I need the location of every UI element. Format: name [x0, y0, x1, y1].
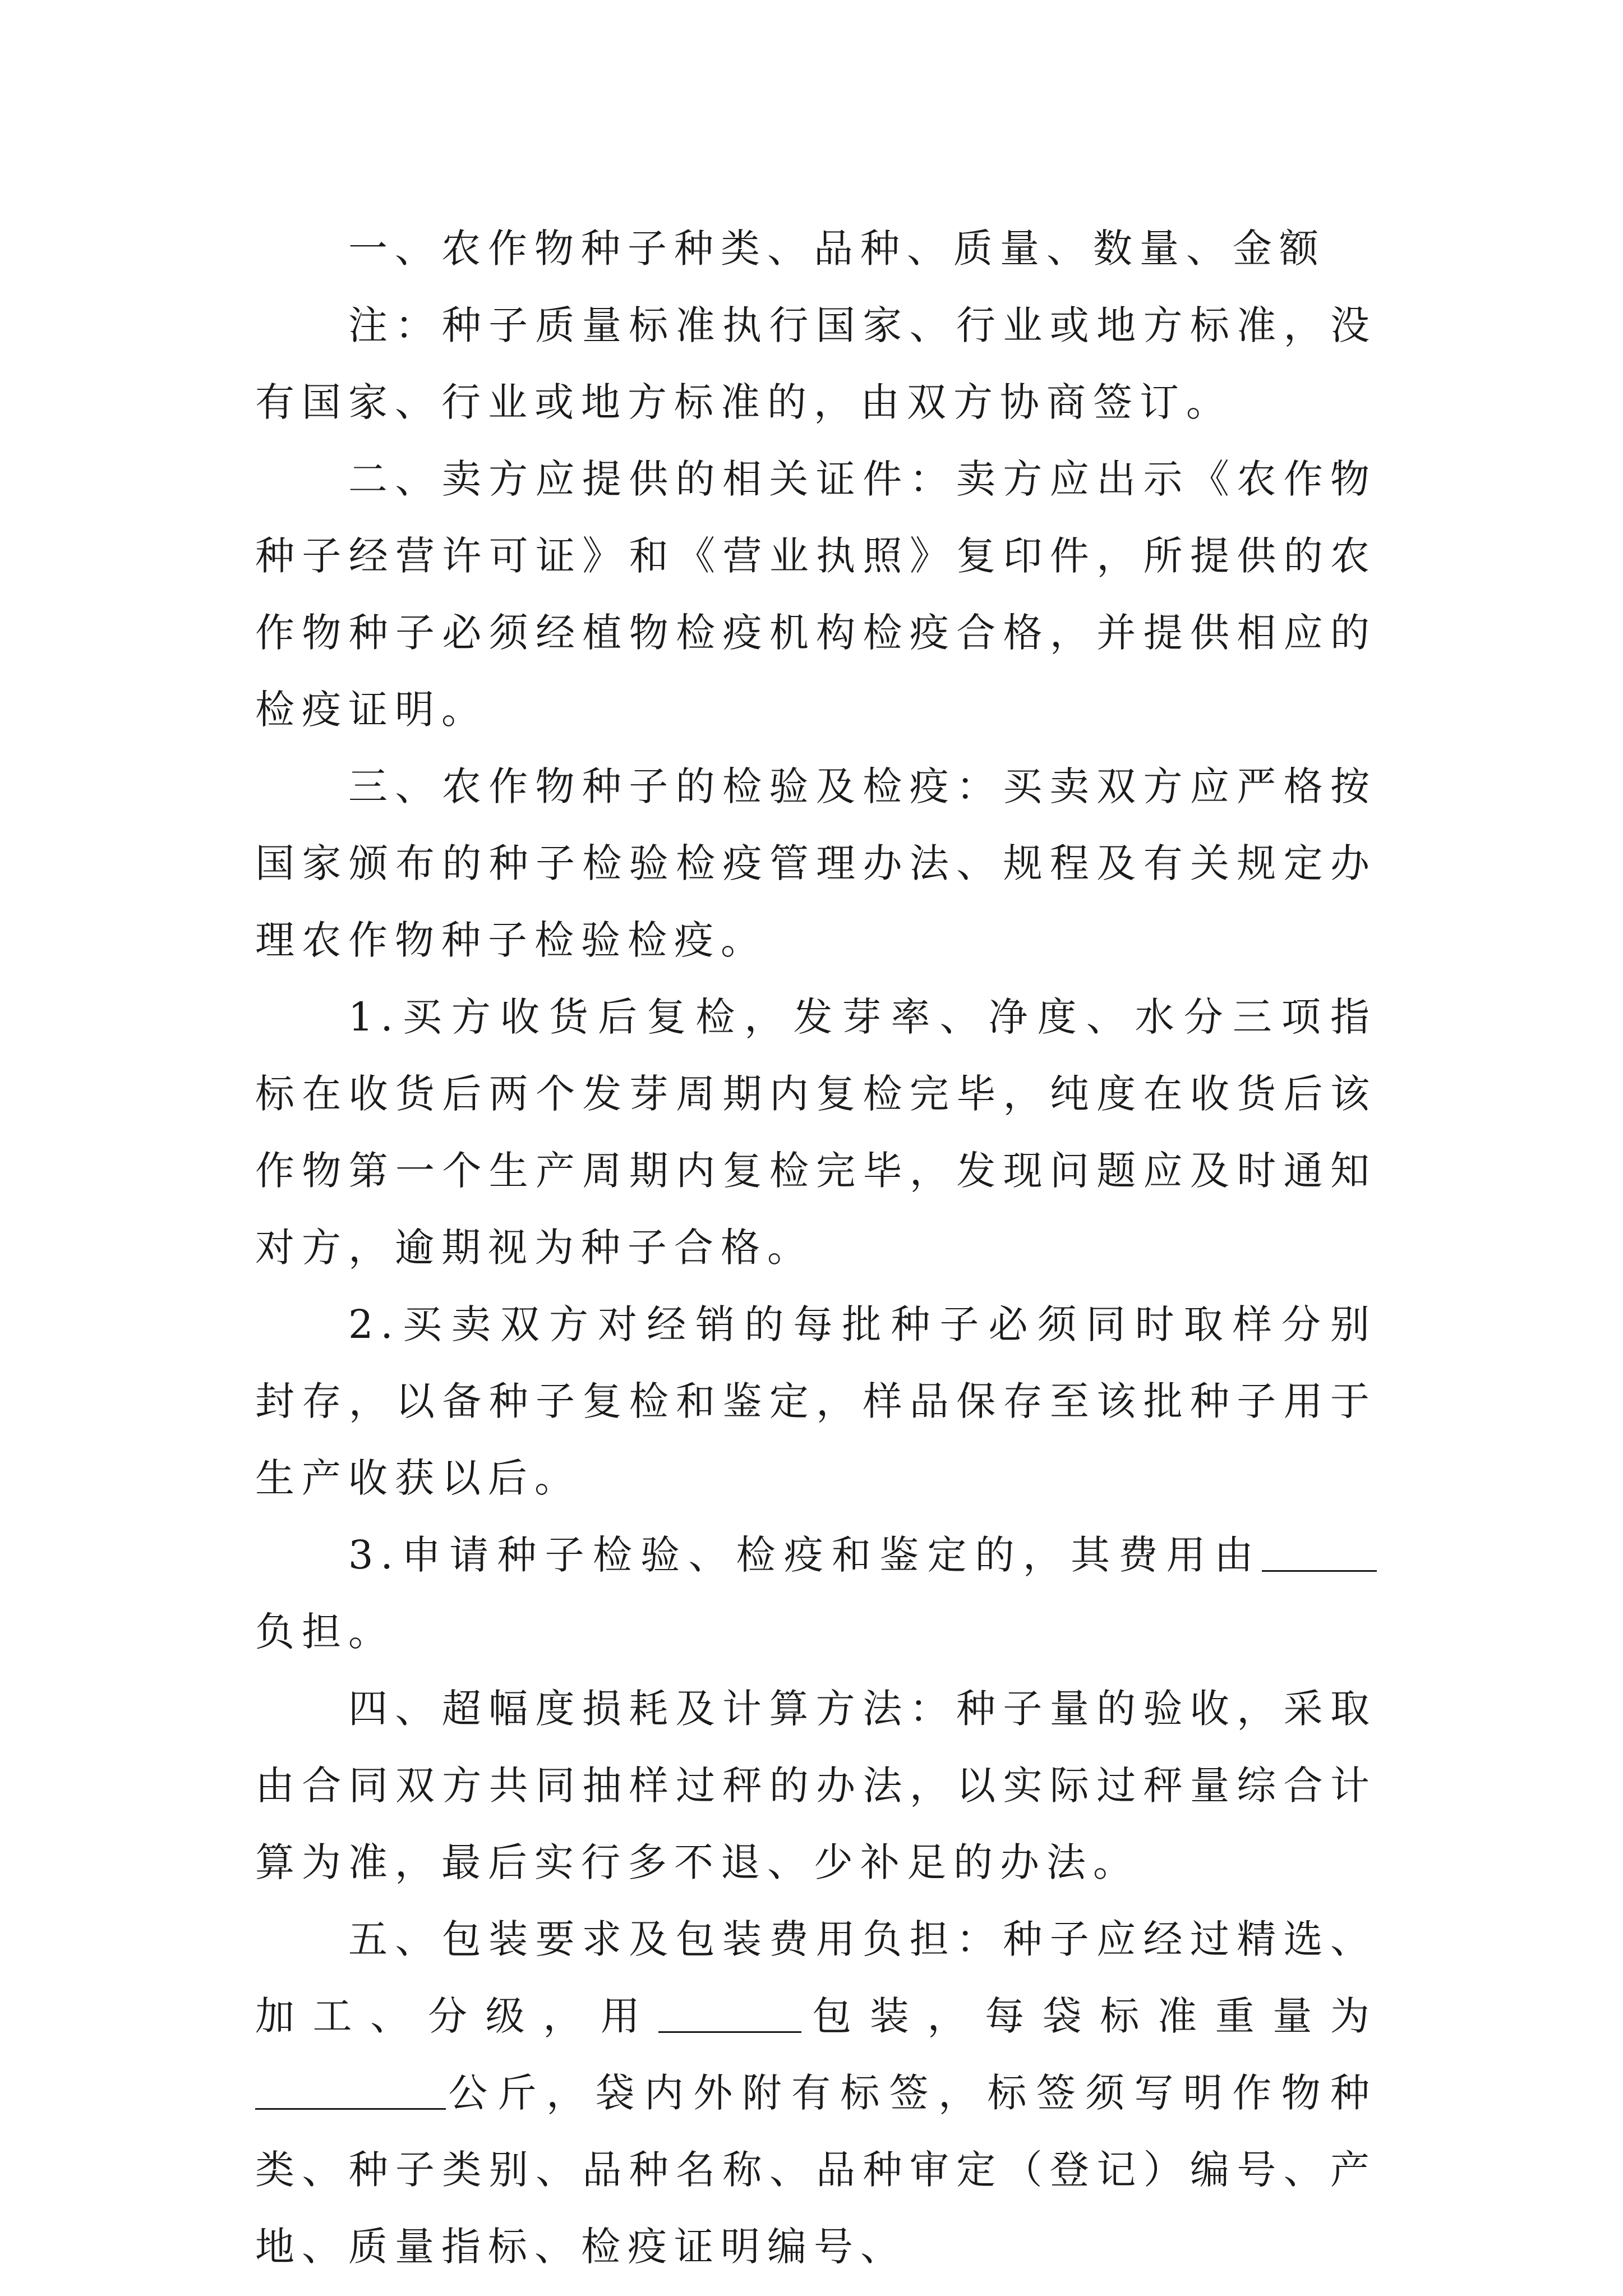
paragraph-item-2: 2.买卖双方对经销的每批种子必须同时取样分别封存，以备种子复检和鉴定，样品保存至该批种子用于生产收获以后。: [255, 1301, 1377, 1501]
item-3-text-end: 负担。: [255, 1609, 395, 1655]
section-5-text-end: 公斤，袋内外附有标签，标签须写明作物种类、种子类别、品种名称、品种审定（登记）编号、产地、质量指标、检疫证明编号、: [255, 2070, 1377, 2270]
section-5-text-middle: 包装，每袋标准重量为: [801, 1993, 1377, 2039]
bag-weight-blank[interactable]: [255, 2069, 446, 2110]
item-3-text-start: 3.申请种子检验、检疫和鉴定的，其费用由: [348, 1532, 1262, 1578]
paragraph-item-3: [255, 1517, 1377, 1671]
paragraph-section-3: 三、农作物种子的检验及检疫：买卖双方应严格按国家颁布的种子检验检疫管理办法、规程及有关规定办理农作物种子检验检疫。: [255, 763, 1377, 963]
packaging-material-blank[interactable]: [658, 1992, 801, 2033]
paragraph-item-1: 1.买方收货后复检，发芽率、净度、水分三项指标在收货后两个发芽周期内复检完毕，纯度在收货后该作物第一个生产周期内复检完毕，发现问题应及时通知对方，逾期视为种子合格。: [255, 994, 1377, 1271]
paragraph-quality-note: 注：种子质量标准执行国家、行业或地方标准，没有国家、行业或地方标准的，由双方协商签订。: [255, 302, 1377, 425]
section-5-text-start: 五、包装要求及包装费用负担：种子应经过精选、加工、分级，用: [255, 1916, 1377, 2039]
document-body: [255, 210, 1377, 2285]
paragraph-section-2: 二、卖方应提供的相关证件：卖方应出示《农作物种子经营许可证》和《营业执照》复印件，所提供的农作物种子必须经植物检疫机构检疫合格，并提供相应的检疫证明。: [255, 456, 1377, 733]
paragraph-section-1: 一、农作物种子种类、品种、质量、数量、金额: [348, 226, 1326, 272]
paragraph-section-5: [255, 1901, 1377, 2285]
paragraph-section-4: 四、超幅度损耗及计算方法：种子量的验收，采取由合同双方共同抽样过秤的办法，以实际过秤量综合计算为准，最后实行多不退、少补足的办法。: [255, 1686, 1377, 1885]
fee-payer-blank[interactable]: [1262, 1531, 1377, 1572]
